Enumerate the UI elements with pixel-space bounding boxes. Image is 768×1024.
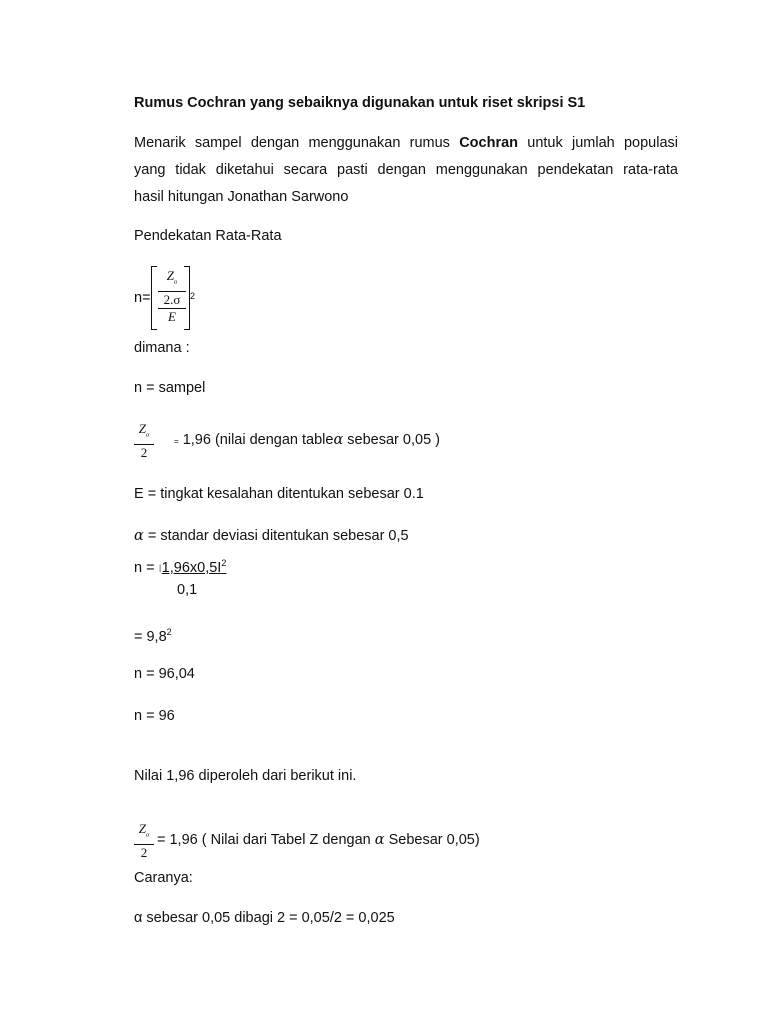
calc-step-2: n = 96,04 [134, 666, 195, 682]
dimana-label: dimana : [134, 340, 190, 356]
definition-alpha: α = standar deviasi ditentukan sebesar 0,5 [134, 528, 409, 544]
nilai-line: Nilai 1,96 diperoleh dari berikut ini. [134, 768, 357, 784]
cochran-bold: Cochran [459, 135, 519, 151]
intro-line-3: hasil hitungan Jonathan Sarwono [134, 189, 349, 205]
calc-numerator-line: $n = I1,96x0,5I^2$ [134, 558, 227, 576]
calc-step-3: n = 96 [134, 708, 175, 724]
document-title: Rumus Cochran yang sebaiknya digunakan untuk riset skripsi S1 [134, 95, 586, 111]
z-equation-fraction: $Z_\alpha$ 2 [134, 821, 154, 861]
formula-bracket-left [151, 266, 157, 330]
intro-paragraph [134, 130, 678, 211]
z-definition-text: = 1,96 (nilai dengan tableα sebesar 0,05 ) [174, 432, 440, 448]
section-heading: Pendekatan Rata-Rata [134, 228, 282, 244]
caranya-label: Caranya: [134, 870, 193, 886]
definition-n: n = sampel [134, 380, 206, 396]
z-equation-text: = 1,96 ( Nilai dari Tabel Z dengan α Sebesar 0,05) [157, 832, 480, 848]
calc-denominator: 0,1 [177, 582, 198, 598]
formula-exponent: 2 [190, 291, 196, 301]
formula-lhs: n= [134, 290, 151, 306]
formula-fraction: $Z_\alpha$ 2.σ E [158, 268, 186, 325]
intro-line-1: Menarik sampel dengan menggunakan rumus Cochran untuk jumlah populasi [134, 135, 678, 151]
z-fraction: $Z_\alpha$ 2 [134, 421, 154, 461]
intro-line-2: yang tidak diketahui secara pasti dengan menggunakan pendekatan rata-rata [134, 162, 678, 178]
final-line: α sebesar 0,05 dibagi 2 = 0,05/2 = 0,025 [134, 910, 395, 926]
calc-step-1: = $9,8^2$ [134, 627, 172, 645]
definition-e: E = tingkat kesalahan ditentukan sebesar 0.1 [134, 486, 424, 502]
